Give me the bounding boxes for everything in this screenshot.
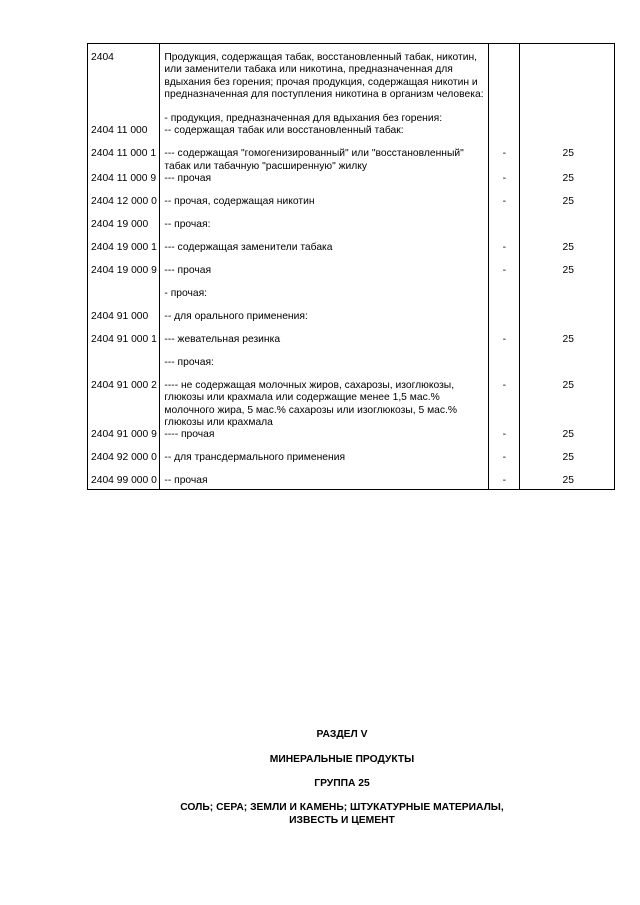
duty-rate <box>520 311 615 334</box>
group-title <box>87 801 597 827</box>
tnved-code: 2404 91 000 9 <box>88 429 160 452</box>
table-row <box>88 125 615 148</box>
unit-of-measure: - <box>489 196 520 219</box>
table-row <box>88 357 615 380</box>
table-row <box>88 219 615 242</box>
goods-description: --- прочая <box>160 173 489 196</box>
goods-description: -- содержащая табак или восстановленный табак: <box>160 125 489 148</box>
tnved-code: 2404 19 000 <box>88 219 160 242</box>
table-row <box>88 148 615 173</box>
goods-description: - прочая: <box>160 288 489 311</box>
unit-of-measure <box>489 219 520 242</box>
table-row <box>88 242 615 265</box>
goods-description: ---- не содержащая молочных жиров, сахарозы, изоглюкозы, глюкозы или крахмала или содержащие менее 1,5 мас.% молочного жира, 5 мас.% сахарозы или изоглюкозы, 5 мас.% глюкозы или крахмала <box>160 380 489 429</box>
unit-of-measure <box>489 44 520 126</box>
unit-of-measure: - <box>489 173 520 196</box>
duty-rate: 25 <box>520 173 615 196</box>
unit-of-measure: - <box>489 242 520 265</box>
duty-rate: 25 <box>520 452 615 475</box>
table-row <box>88 334 615 357</box>
unit-of-measure <box>489 311 520 334</box>
duty-rate: 25 <box>520 242 615 265</box>
duty-rate: 25 <box>520 265 615 288</box>
table-row <box>88 380 615 429</box>
unit-of-measure: - <box>489 475 520 490</box>
goods-description: -- прочая, содержащая никотин <box>160 196 489 219</box>
table-row <box>88 311 615 334</box>
tnved-code: 2404 19 000 1 <box>88 242 160 265</box>
unit-of-measure: - <box>489 452 520 475</box>
tnved-code: 2404 91 000 1 <box>88 334 160 357</box>
group-number: ГРУППА 25 <box>314 778 370 789</box>
goods-description: --- прочая <box>160 265 489 288</box>
tnved-code: 2404 11 000 9 <box>88 173 160 196</box>
unit-of-measure <box>489 125 520 148</box>
group-title-line: ИЗВЕСТЬ И ЦЕМЕНТ <box>289 815 395 826</box>
duty-rate: 25 <box>520 334 615 357</box>
goods-description-text: Продукция, содержащая табак, восстановленный табак, никотин, или заменители табака или никотина, предназначенная для вдыхания без горения; прочая продукция, содержащая никотин и предназначенная для поступления никотина в организм человека: <box>164 52 484 100</box>
tnved-code <box>88 288 160 311</box>
unit-of-measure: - <box>489 148 520 173</box>
duty-rate <box>520 357 615 380</box>
section-subtitle: МИНЕРАЛЬНЫЕ ПРОДУКТЫ <box>269 754 415 765</box>
unit-of-measure <box>489 357 520 380</box>
table-row <box>88 452 615 475</box>
tnved-code: 2404 91 000 <box>88 311 160 334</box>
duty-rate <box>520 219 615 242</box>
table-row <box>88 265 615 288</box>
tnved-code: 2404 19 000 9 <box>88 265 160 288</box>
unit-of-measure <box>489 288 520 311</box>
goods-description <box>160 44 489 126</box>
tnved-code: 2404 91 000 2 <box>88 380 160 429</box>
goods-description: --- содержащая "гомогенизированный" или "восстановленный" табак или табачную "расширенную" жилку <box>160 148 489 173</box>
table-row <box>88 429 615 452</box>
unit-of-measure: - <box>489 334 520 357</box>
tnved-code: 2404 <box>88 44 160 126</box>
duty-rate: 25 <box>520 196 615 219</box>
goods-description: -- прочая: <box>160 219 489 242</box>
tnved-code: 2404 99 000 0 <box>88 475 160 490</box>
tnved-code: 2404 92 000 0 <box>88 452 160 475</box>
duty-rate <box>520 288 615 311</box>
duty-rate <box>520 125 615 148</box>
table-row <box>88 475 615 490</box>
table-row <box>88 173 615 196</box>
duty-rate <box>520 44 615 126</box>
duty-rate: 25 <box>520 475 615 490</box>
tariff-table <box>87 43 615 490</box>
duty-rate: 25 <box>520 429 615 452</box>
unit-of-measure: - <box>489 380 520 429</box>
duty-rate: 25 <box>520 148 615 173</box>
tnved-code: 2404 11 000 <box>88 125 160 148</box>
tnved-code: 2404 12 000 0 <box>88 196 160 219</box>
duty-rate: 25 <box>520 380 615 429</box>
goods-description: --- содержащая заменители табака <box>160 242 489 265</box>
unit-of-measure: - <box>489 429 520 452</box>
table-row <box>88 44 615 126</box>
table-row <box>88 288 615 311</box>
group-title-line: СОЛЬ; СЕРА; ЗЕМЛИ И КАМЕНЬ; ШТУКАТУРНЫЕ МАТЕРИАЛЫ, <box>180 802 504 813</box>
goods-description: -- для трансдермального применения <box>160 452 489 475</box>
tnved-code <box>88 357 160 380</box>
goods-description: -- для орального применения: <box>160 311 489 334</box>
goods-description: --- прочая: <box>160 357 489 380</box>
unit-of-measure: - <box>489 265 520 288</box>
table-row <box>88 196 615 219</box>
goods-description: ---- прочая <box>160 429 489 452</box>
goods-description: --- жевательная резинка <box>160 334 489 357</box>
section-title: РАЗДЕЛ V <box>316 729 368 740</box>
goods-description: -- прочая <box>160 475 489 490</box>
goods-description-subheading: - продукция, предназначенная для вдыхания без горения: <box>164 113 443 125</box>
tnved-code: 2404 11 000 1 <box>88 148 160 173</box>
